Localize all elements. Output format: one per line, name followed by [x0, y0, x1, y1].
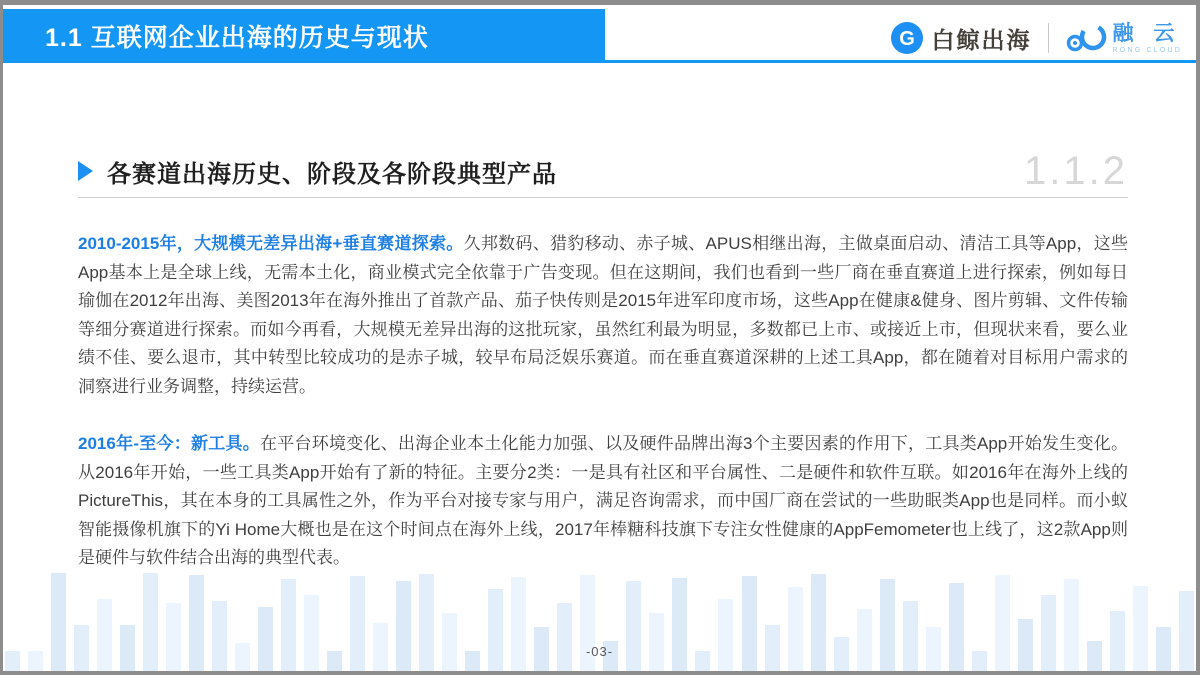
decor-bar: [304, 595, 319, 671]
rongcloud-logo-icon: [1065, 22, 1107, 54]
decor-bar: [857, 609, 872, 671]
logo-row: [890, 15, 1182, 61]
svg-text:G: G: [898, 28, 915, 50]
paragraph-lead: 2016年-至今：新工具。: [78, 434, 260, 453]
baijing-logo-text: 白鲸出海: [931, 26, 1032, 53]
decor-bar: [1179, 591, 1194, 671]
paragraph-lead: 2010-2015年，大规模无差异出海+垂直赛道探索。: [78, 234, 464, 253]
whale-logo-icon: [890, 21, 924, 55]
decor-bar: [166, 603, 181, 671]
section-title: 各赛道出海历史、阶段及各阶段典型产品: [107, 160, 557, 188]
rongcloud-subtitle: RONG CLOUD: [1112, 46, 1182, 54]
decor-bar: [903, 601, 918, 671]
section-heading: [78, 147, 1128, 195]
section-number: 1.1.2: [1024, 148, 1128, 193]
paragraph-2010-2015: [78, 230, 1128, 401]
decor-bar: [718, 599, 733, 671]
paragraph-2016-now: [78, 430, 1128, 573]
page-header-title: 1.1 互联网企业出海的历史与现状: [45, 24, 429, 52]
decor-bar: [442, 613, 457, 671]
blue-triangle-icon: [78, 161, 93, 181]
decor-bar: [557, 603, 572, 671]
decor-bar: [1110, 611, 1125, 671]
section-divider: [78, 197, 1128, 198]
rongcloud-name: 融 云: [1112, 21, 1182, 45]
decor-bar: [97, 599, 112, 671]
paragraph-body: 久邦数码、猎豹移动、赤子城、APUS相继出海，主做桌面启动、清洁工具等App，这些App基本上是全球上线，无需本土化，商业模式完全依靠于广告变现。但在这期间，我们也看到一些厂商在垂直赛道上进行探索，例如每日瑜伽在2012年出海、美图2013年在海外推出了首款产品、茄子快传则是2015年进军印度市场，这些App在健康&健身、图片剪辑、文件传输等细分赛道进行探索。而如今再看，大规模无差异出海的这批玩家，虽然红利最为明显，多数都已上市、或接近上市，但现状来看，要么业绩不佳、要么退市，其中转型比较成功的是赤子城，较早布局泛娱乐赛道。而在垂直赛道深耕的上述工具App，都在随着对目标用户需求的洞察进行业务调整，持续运营。: [78, 234, 1128, 396]
page-number: -03-: [585, 644, 614, 659]
body-content: [78, 230, 1128, 602]
logo-divider: [1048, 23, 1049, 53]
decor-bar: [1041, 595, 1056, 671]
decor-bar: [258, 607, 273, 671]
header-bar: [3, 9, 605, 63]
decor-bar: [212, 601, 227, 671]
decor-bar: [649, 613, 664, 671]
paragraph-body: 在平台环境变化、出海企业本土化能力加强、以及硬件品牌出海3个主要因素的作用下，工具类App开始发生变化。从2016年开始，一些工具类App开始有了新的特征。主要分2类：一是具有社区和平台属性、二是硬件和软件互联。如2016年在海外上线的PictureThis，其在本身的工具属性之外，作为平台对接专家与用户，满足咨询需求，而中国厂商在尝试的一些助眠类App也是同样。而小蚁智能摄像机旗下的Yi Home大概也是在这个时间点在海外上线，2017年棒糖科技旗下专注女性健康的AppFemometer也上线了，这2款App则是硬件与软件结合出海的典型代表。: [78, 434, 1129, 567]
rongcloud-logo-text: [1113, 23, 1182, 54]
